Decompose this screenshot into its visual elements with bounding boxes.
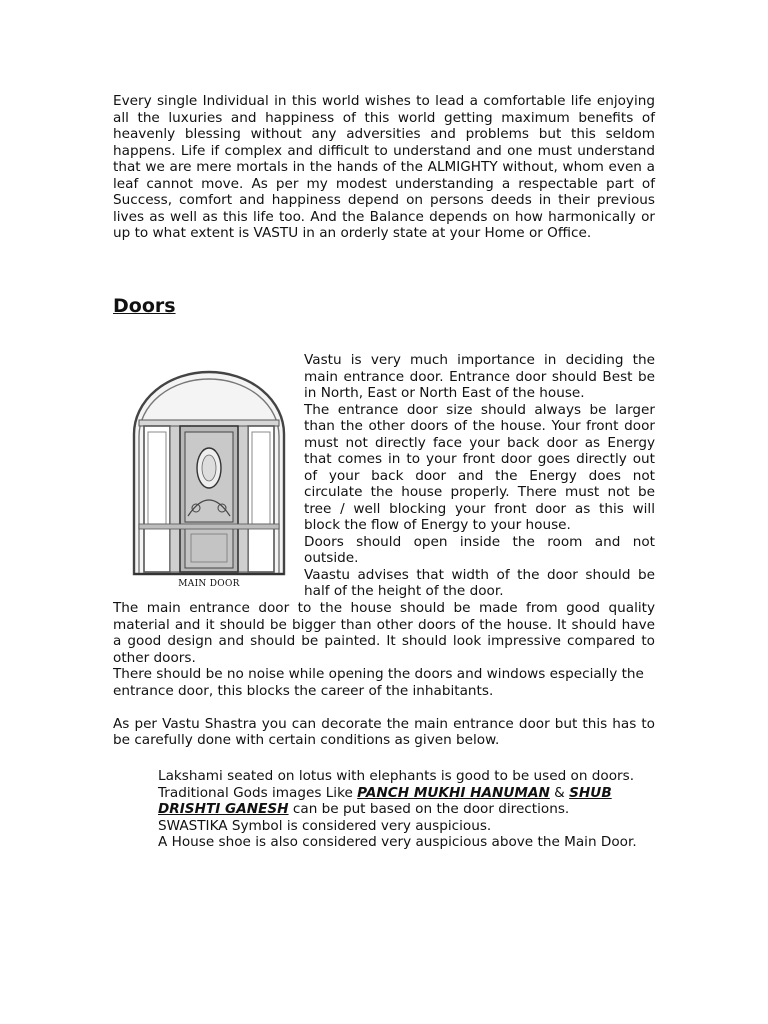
door-side-text bbox=[304, 352, 655, 600]
paragraph-no-noise: There should be no noise while opening the doors and windows especially the entrance door, this blocks the career of the inhabitants. bbox=[113, 666, 644, 699]
paragraph-width-height: Vaastu advises that width of the door should be half of the height of the door. bbox=[304, 566, 655, 599]
paragraph-decorate-intro: As per Vastu Shastra you can decorate the main entrance door but this has to be carefully done with certain conditions as given below. bbox=[113, 715, 655, 748]
paragraph-door-size: The entrance door size should always be larger than the other doors of the house. Your front door must not directly face your back door as Energy that comes in to your front door goes directly out of your back door and the Energy does not circulate the house properly. There must not be tree / well blocking your front door as this will block the flow of Energy to your house. bbox=[304, 401, 655, 533]
main-door-drawing bbox=[130, 368, 288, 576]
decoration-list bbox=[158, 768, 658, 851]
paragraph-open-inside: Doors should open inside the room and not outside. bbox=[304, 533, 655, 566]
emphasis-shub-drishti-ganesh: SHUB DRISHTI GANESH bbox=[158, 784, 612, 817]
list-item: A House shoe is also considered very auspicious above the Main Door. bbox=[158, 834, 637, 850]
list-item-text: can be put based on the door directions. bbox=[288, 801, 570, 817]
door-full-text bbox=[113, 600, 655, 749]
door-caption: MAIN DOOR bbox=[178, 579, 240, 589]
list-item-text: Traditional Gods images Like bbox=[158, 784, 358, 801]
list-item bbox=[158, 785, 658, 818]
emphasis-panch-mukhi-hanuman: PANCH MUKHI HANUMAN bbox=[357, 784, 550, 801]
section-heading-doors: Doors bbox=[113, 295, 176, 317]
paragraph-entrance-direction: Vastu is very much importance in deciding the main entrance door. Entrance door should Best be in North, East or North East of the house. bbox=[304, 352, 655, 401]
list-item: SWASTIKA Symbol is considered very auspicious. bbox=[158, 817, 492, 834]
paragraph-main-entrance-quality: The main entrance door to the house should be made from good quality material and it should be bigger than other doors of the house. It should have a good design and should be painted. It should look impressive compared to other doors. bbox=[113, 600, 655, 666]
main-door-illustration bbox=[130, 368, 288, 594]
intro-paragraph: Every single Individual in this world wishes to lead a comfortable life enjoying all the luxuries and happiness of this world getting maximum benefits of heavenly blessing without any adversities and problems but this seldom happens. Life if complex and difficult to understand and one must understand that we are mere mortals in the hands of the ALMIGHTY without, whom even a leaf cannot move. As per my modest understanding a respectable part of Success, comfort and happiness depend on persons deeds in their previous lives as well as this life too. And the Balance depends on how harmonically or up to what extent is VASTU in an orderly state at your Home or Office. bbox=[113, 93, 655, 241]
list-item: Lakshami seated on lotus with elephants is good to be used on doors. bbox=[158, 768, 635, 784]
list-item-text: & bbox=[549, 784, 570, 801]
